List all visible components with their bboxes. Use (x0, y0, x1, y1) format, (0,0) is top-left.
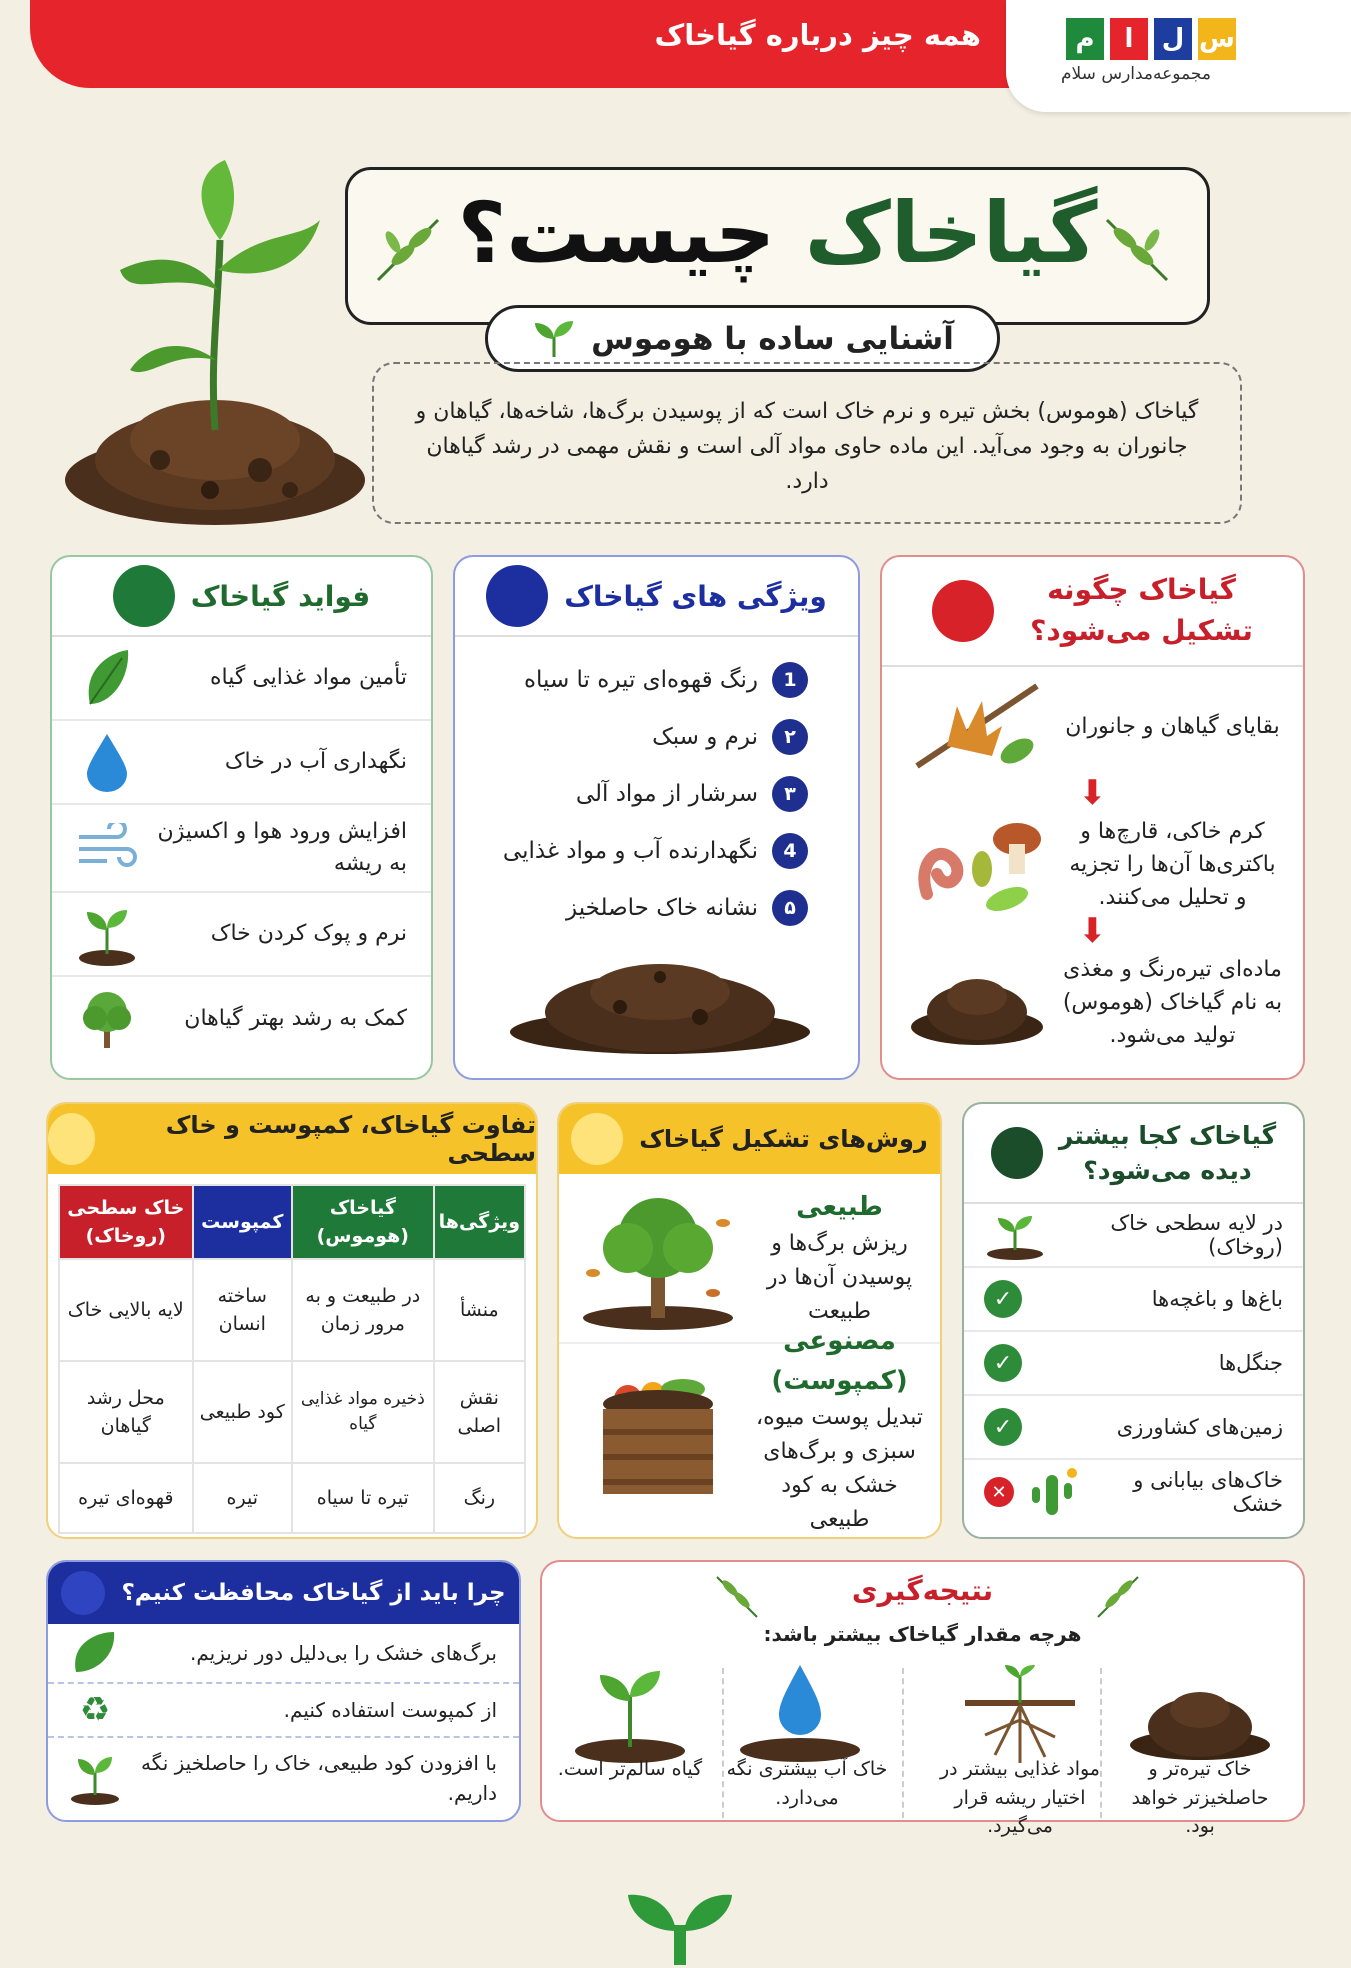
logo-letter: م (1066, 18, 1104, 60)
benefit-text: نرم و پوک کردن خاک (210, 921, 407, 947)
sprig-icon (712, 1572, 762, 1622)
leaves-branch-icon (907, 676, 1047, 776)
header-dot-icon (991, 1127, 1043, 1179)
feature-number: ۵ (772, 890, 808, 926)
methods-card (557, 1102, 942, 1539)
plant-in-soil-illustration (50, 160, 380, 530)
compare-cell: محل رشد گیاهان (59, 1361, 193, 1463)
method-natural-text: ریزش برگ‌ها و پوسیدن آن‌ها در طبیعت (766, 1231, 913, 1325)
conclusion-subtitle: هرچه مقدار گیاخاک بیشتر باشد: (763, 1622, 1082, 1646)
where-text: زمین‌های کشاورزی (1116, 1415, 1283, 1439)
compare-cell: تیره تا سیاه (292, 1463, 434, 1533)
feature-number: ۲ (772, 719, 808, 755)
hero-title-rest: چیست؟ (457, 184, 805, 282)
benefit-text: افزایش ورود هوا و اکسیژن به ریشه (157, 819, 407, 876)
table-row (59, 1361, 525, 1463)
why-text: از کمپوست استفاده کنیم. (283, 1698, 497, 1722)
why-item (48, 1684, 519, 1738)
where-text: جنگل‌ها (1218, 1351, 1283, 1375)
cross-icon: ✕ (984, 1477, 1014, 1507)
feature-item (455, 765, 858, 822)
header-dot-icon (48, 1113, 95, 1165)
method-natural (559, 1174, 940, 1344)
benefit-item (52, 637, 431, 721)
down-arrow-icon: ⬇ (1078, 773, 1107, 813)
feature-number: 4 (772, 833, 808, 869)
benefit-item (52, 893, 431, 977)
compare-cell: تیره (193, 1463, 292, 1533)
header-dot-icon (61, 1571, 105, 1615)
formation-card (880, 555, 1305, 1080)
where-text: خاک‌های بیابانی و خشک (1133, 1468, 1283, 1516)
hero-title (348, 184, 1207, 282)
sprout-icon (570, 1655, 690, 1765)
compare-header-cell: خاک سطحی (روخاک) (59, 1185, 193, 1259)
formation-title-line1: گیاخاک چگونه (1047, 573, 1236, 607)
soil-pile-icon (1125, 1665, 1275, 1765)
benefit-item (52, 721, 431, 805)
brand-leaf-icon (620, 1875, 740, 1968)
where-item (964, 1332, 1303, 1396)
where-card-header (964, 1104, 1303, 1204)
formation-step (882, 943, 1303, 1061)
where-title-line2: دیده می‌شود؟ (1083, 1156, 1252, 1185)
where-item (964, 1460, 1303, 1524)
why-item (48, 1624, 519, 1684)
where-text: باغ‌ها و باغچه‌ها (1151, 1287, 1283, 1311)
compare-title: تفاوت گیاخاک، کمپوست و خاک سطحی (165, 1111, 536, 1167)
compare-card-header (48, 1104, 536, 1174)
why-title: چرا باید از گیاخاک محافظت کنیم؟ (121, 1580, 506, 1606)
compare-cell: قهوه‌ای تیره (59, 1463, 193, 1533)
method-artificial-text: تبدیل پوست میوه، سبزی و برگ‌های خشک به کود طبیعی (755, 1405, 924, 1533)
benefits-card-header (52, 557, 431, 637)
hero-title-highlight: گیاخاک (804, 184, 1098, 282)
check-icon: ✓ (984, 1344, 1022, 1382)
method-artificial (559, 1325, 940, 1533)
where-item (964, 1396, 1303, 1460)
water-drop-icon (735, 1655, 865, 1765)
method-artificial-title: مصنوعی (کمپوست) (771, 1325, 908, 1396)
sprout-icon (70, 1751, 120, 1805)
logo-letter: ل (1154, 18, 1192, 60)
compare-cell: نقش اصلی (434, 1361, 525, 1463)
column-divider (1100, 1668, 1102, 1818)
feature-number: ۳ (772, 776, 808, 812)
why-card-header (48, 1562, 519, 1624)
roots-icon (955, 1665, 1085, 1765)
conclusion-item-text: خاک آب بیشتری نگه می‌دارد. (726, 1758, 888, 1809)
where-card (962, 1102, 1305, 1539)
cactus-icon (1026, 1467, 1078, 1517)
benefit-text: نگهداری آب در خاک (224, 749, 407, 775)
feature-number: 1 (772, 662, 808, 698)
method-natural-title: طبیعی (796, 1191, 883, 1222)
conclusion-item-text: خاک تیره‌تر و حاصلخیزتر خواهد بود. (1131, 1758, 1269, 1837)
where-text: در لایه سطحی خاک (روخاک) (1110, 1211, 1283, 1259)
formation-step-text: بقایای گیاهان و جانوران (1065, 713, 1280, 739)
logo-subtitle: مجموعه‌مدارس سلام (1061, 64, 1211, 84)
check-icon: ✓ (984, 1280, 1022, 1318)
header-dot-icon (486, 565, 548, 627)
feature-item (455, 879, 858, 936)
formation-step (882, 805, 1303, 923)
humus-pile-icon (500, 937, 820, 1057)
logo-letter: ا (1110, 18, 1148, 60)
wind-icon (77, 823, 137, 873)
benefit-item (52, 977, 431, 1061)
page-header-title: همه چیز درباره گیاخاک (654, 18, 981, 52)
compare-cell: منشأ (434, 1259, 525, 1361)
why-card (46, 1560, 521, 1822)
feature-item (455, 822, 858, 879)
compare-cell: ساخته انسان (193, 1259, 292, 1361)
tree-icon (77, 986, 137, 1052)
compare-cell: ذخیره مواد غذایی گیاه (292, 1361, 434, 1463)
sprout-icon (984, 1210, 1046, 1260)
header-dot-icon (571, 1113, 623, 1165)
feature-text: نگهدارنده آب و مواد غذایی (502, 837, 758, 864)
why-text: با افزودن کود طبیعی، خاک را حاصلخیز نگه داریم. (140, 1751, 497, 1805)
benefit-text: کمک به رشد بهتر گیاهان (184, 1006, 407, 1032)
formation-step-text: ماده‌ای تیره‌رنگ و مغذی به نام گیاخاک (هوموس) تولید می‌شود. (1062, 956, 1283, 1048)
compare-cell: کود طبیعی (193, 1361, 292, 1463)
header-dot-icon (932, 580, 994, 642)
header-dot-icon (113, 565, 175, 627)
benefit-text: تأمین مواد غذایی گیاه (209, 665, 407, 691)
formation-step-text: کرم خاکی، قارچ‌ها و باکتری‌ها آن‌ها را تجزیه و تحلیل می‌کنند. (1069, 818, 1276, 910)
sprout-icon (531, 319, 577, 359)
benefits-title: فواید گیاخاک (190, 579, 371, 613)
conclusion-item-text: گیاه سالم‌تر است. (557, 1758, 703, 1780)
sprout-icon (77, 902, 137, 966)
intro-text: گیاخاک (هوموس) بخش تیره و نرم خاک است که از پوسیدن برگ‌ها، شاخه‌ها، گیاهان و جانوران به وجود می‌آید. این ماده حاوی مواد آلی است و نقش مهمی در رشد گیاهان دارد. (372, 362, 1242, 524)
column-divider (902, 1668, 904, 1818)
school-logo (1006, 0, 1351, 112)
compare-table (58, 1184, 526, 1534)
check-icon: ✓ (984, 1408, 1022, 1446)
hero-subtitle: آشنایی ساده با هوموس (591, 320, 954, 357)
hero-title-box (345, 167, 1210, 325)
sprig-icon (1093, 1572, 1143, 1622)
feature-text: سرشار از مواد آلی (575, 780, 758, 807)
formation-step (882, 667, 1303, 785)
down-arrow-icon: ⬇ (1078, 911, 1107, 951)
formation-card-header (882, 557, 1303, 667)
methods-title: روش‌های تشکیل گیاخاک (639, 1125, 928, 1153)
feature-text: نشانه خاک حاصلخیز (566, 894, 758, 921)
methods-card-header (559, 1104, 940, 1174)
table-row (59, 1259, 525, 1361)
why-text: برگ‌های خشک را بی‌دلیل دور نریزیم. (190, 1641, 497, 1665)
compare-header-cell: گیاخاک (هوموس) (292, 1185, 434, 1259)
why-item (48, 1738, 519, 1818)
where-item (964, 1204, 1303, 1268)
worm-mushroom-icon (907, 814, 1047, 914)
logo-letter: س (1198, 18, 1236, 60)
tree-falling-leaves-icon (573, 1183, 743, 1333)
compare-card (46, 1102, 538, 1539)
formation-title-line2: تشکیل می‌شود؟ (1030, 614, 1253, 647)
feature-text: نرم و سبک (652, 723, 758, 750)
feature-text: رنگ قهوه‌ای تیره تا سیاه (523, 666, 758, 693)
recycle-icon: ♻ (79, 1689, 111, 1730)
compare-cell: رنگ (434, 1463, 525, 1533)
features-title: ویژگی های گیاخاک (564, 579, 827, 613)
leaf-icon (82, 648, 132, 708)
column-divider (722, 1668, 724, 1818)
compare-header-cell: ویژگی‌ها (434, 1185, 525, 1259)
compare-cell: در طبیعت و به مرور زمان (292, 1259, 434, 1361)
where-title-line1: گیاخاک کجا بیشتر (1058, 1121, 1277, 1150)
compost-bin-icon (573, 1354, 743, 1504)
where-item (964, 1268, 1303, 1332)
feature-item (455, 651, 858, 708)
compare-cell: لایه بالایی خاک (59, 1259, 193, 1361)
feature-item (455, 708, 858, 765)
conclusion-item-text: مواد غذایی بیشتر در اختیار ریشه قرار می‌گیرد. (940, 1758, 1100, 1837)
water-drop-icon (85, 732, 129, 792)
benefit-item (52, 805, 431, 893)
benefits-card (50, 555, 433, 1080)
conclusion-title: نتیجه‌گیری (851, 1574, 994, 1607)
features-card (453, 555, 860, 1080)
leaf-icon (70, 1630, 120, 1676)
compare-header-cell: کمپوست (193, 1185, 292, 1259)
table-row (59, 1463, 525, 1533)
features-card-header (455, 557, 858, 637)
humus-pile-icon (907, 957, 1047, 1047)
